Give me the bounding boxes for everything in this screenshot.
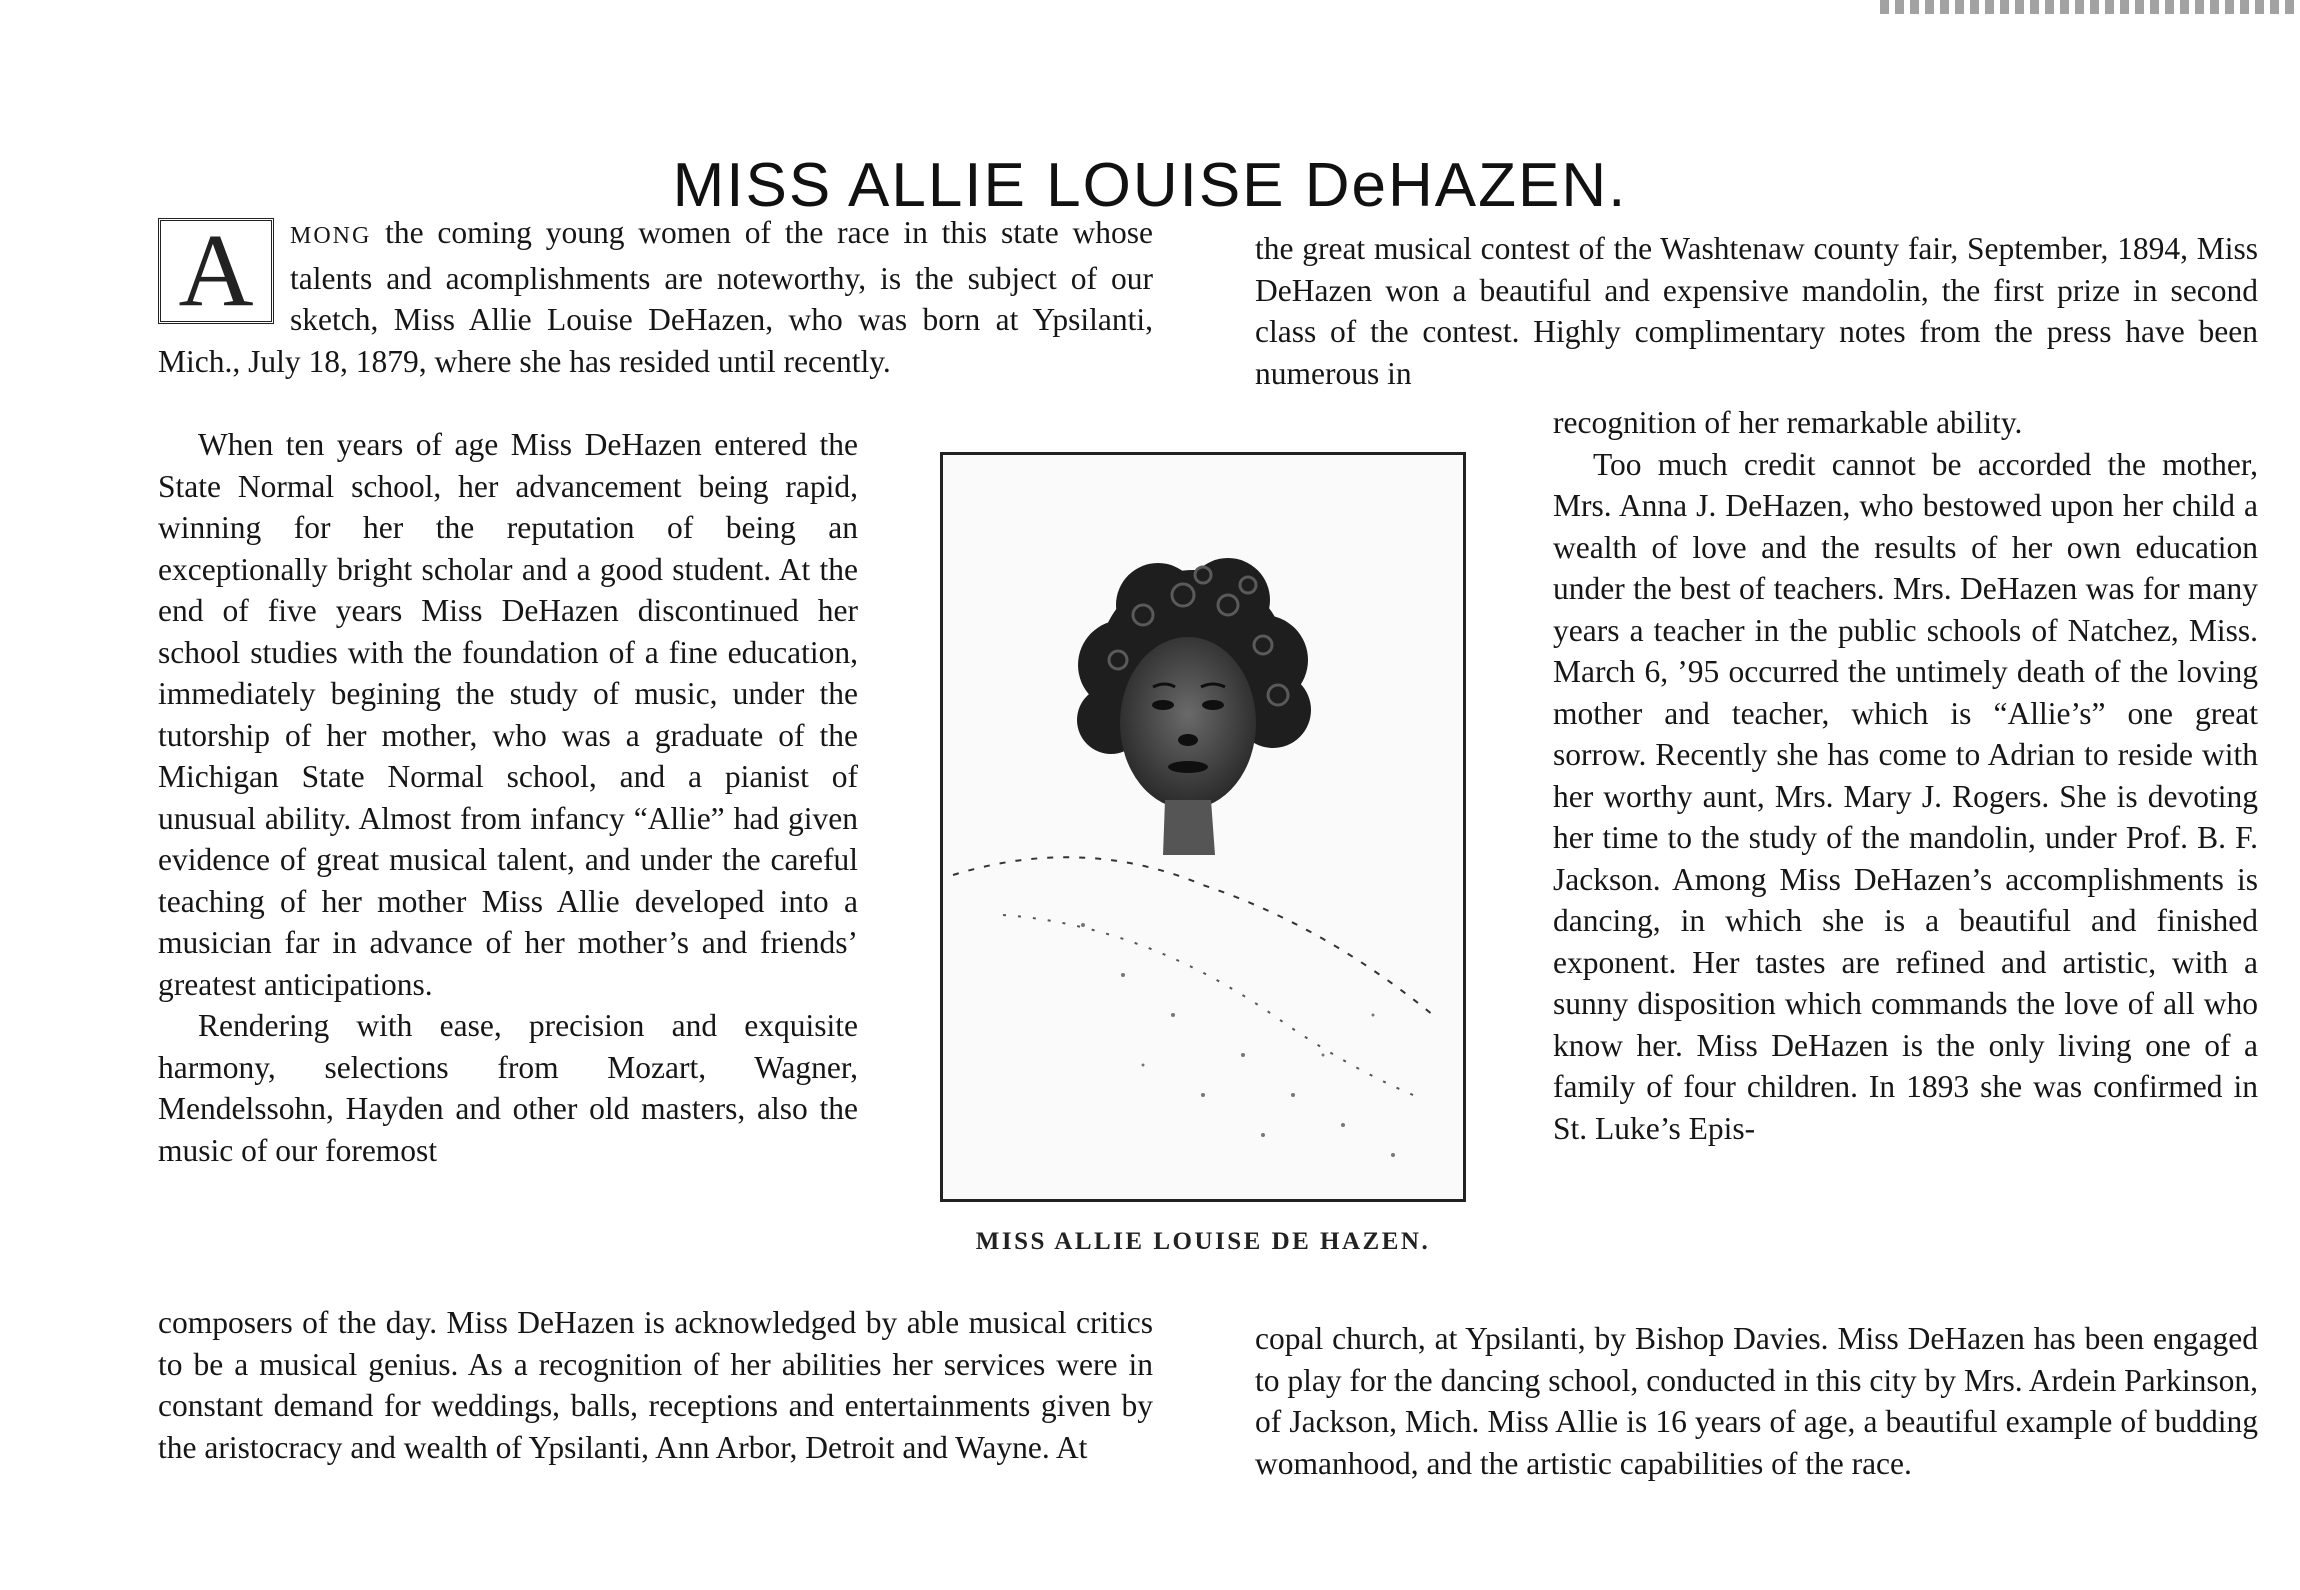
repertoire-paragraph: Rendering with ease, precision and exquisite harmony, selections from Mozart, Wagner, Mendelssohn, Hayden and other old masters, also the music of our foremost (158, 1008, 858, 1168)
left-column-bottom (158, 1302, 1153, 1468)
right-column-narrow (1553, 402, 2258, 1149)
opening-word: MONG (290, 223, 372, 249)
left-column-narrow (158, 424, 858, 1171)
portrait-caption: MISS ALLIE LOUISE DE HAZEN. (975, 1228, 1431, 1255)
recognition-paragraph: composers of the day. Miss DeHazen is acknowledged by able musical critics to be a musical genius. As a recognition of her abilities her services were in constant demand for weddings, balls, receptions and entertainments given by the aristocracy and wealth of Ypsilanti, Ann Arbor, Detroit and Wayne. At (158, 1305, 1153, 1465)
drop-cap-frame (158, 213, 274, 328)
right-column-top (1255, 228, 2258, 394)
left-column-intro (158, 212, 1153, 382)
face-shape (1120, 637, 1256, 809)
contest-paragraph: the great musical contest of the Washtenaw county fair, September, 1894, Miss DeHazen won a beautiful and expensive mandolin, the first prize in second class of the contest. Highly complimentary notes from the press have been numerous in (1255, 231, 2258, 391)
mother-paragraph: Too much credit cannot be accorded the mother, Mrs. Anna J. DeHazen, who bestowed upon her child a wealth of love and the results of her own education under the best of teachers. Mrs. DeHazen was for many years a teacher in the public schools of Natchez, Miss. March 6, ’95 occurred the untimely death of the loving mother and teacher, which is “Allie’s” one great sorrow. Recently she has come to Adrian to reside with her worthy aunt, Mrs. Mary J. Rogers. She is devoting her time to the study of the mandolin, under Prof. B. F. Jackson. Among Miss DeHazen’s accomplishments is dancing, in which she is a beautiful and finished exponent. Her tastes are refined and artistic, with a sunny disposition which commands the love of all who know her. Miss DeHazen is the only living one of a family of four children. In 1893 she was confirmed in St. Luke’s Epis- (1553, 446, 2258, 1146)
portrait-figure (940, 452, 1466, 1202)
intro-paragraph (158, 212, 1153, 382)
ability-line: recognition of her remarkable ability. (1553, 405, 2023, 440)
education-paragraph: When ten years of age Miss DeHazen entered the State Normal school, her advancement being rapid, winning for her the reputation of being an exceptionally bright scholar and a good student. At the end of five years Miss DeHazen discontinued her school studies with the foundation of a fine education, immediately begining the study of music, under the tutorship of her mother, who was a graduate of the Michigan State Normal school, and a pianist of unusual ability. Almost from infancy “Allie” had given evidence of great musical talent, and under the careful teaching of her mother Miss Allie developed into a musician far in advance of her mother’s and friends’ greatest anticipations. (158, 427, 858, 1002)
portrait-image (943, 455, 1463, 1199)
drop-cap-letter: A (178, 213, 254, 328)
scan-edge-marks (1880, 0, 2300, 14)
article-title: MISS ALLIE LOUISE DeHAZEN. (672, 150, 1628, 220)
closing-paragraph: copal church, at Ypsilanti, by Bishop Davies. Miss DeHazen has been engaged to play for the dancing school, conducted in this city by Mrs. Ardein Parkinson, of Jackson, Mich. Miss Allie is 16 years of age, a beautiful example of budding womanhood, and the artistic capabilities of the race. (1255, 1321, 2258, 1481)
right-column-bottom (1255, 1318, 2258, 1484)
intro-text: the coming young women of the race in this state whose talents and acomplishments are noteworthy, is the subject of our sketch, Miss Allie Louise DeHazen, who was born at Ypsilanti, Mich., July 18, 1879, where she has resided until recently. (158, 215, 1153, 379)
